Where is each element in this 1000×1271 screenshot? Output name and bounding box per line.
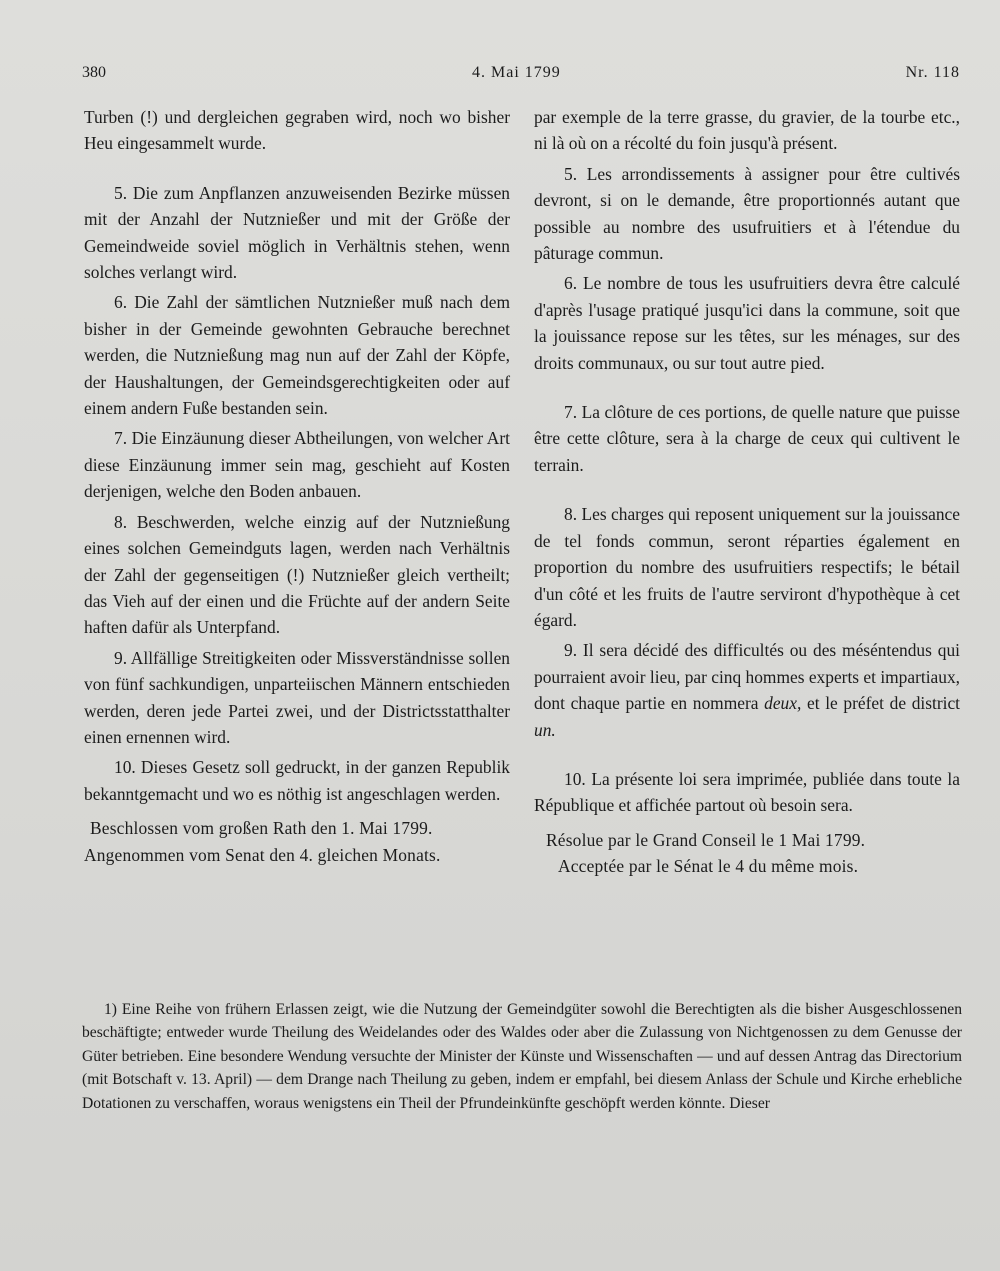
- german-intro: Turben (!) und dergleichen gegraben wird, noch wo bisher Heu eingesammelt wurde.: [84, 107, 510, 154]
- german-acceptance: Angenommen vom Senat den 4. gleichen Monats.: [84, 844, 441, 865]
- french-paragraph-9-part-b: et le préfet de district: [807, 693, 960, 714]
- german-paragraph-7: 7. Die Einzäunung dieser Abtheilungen, von welcher Art diese Einzäunung immer sein mag, geschieht auf Kosten derjenigen, welche den Boden anbauen.: [84, 428, 510, 502]
- page-header: [82, 64, 960, 88]
- french-paragraph-7: 7. La clôture de ces portions, de quelle nature que puisse être cette clôture, sera à la charge de ceux qui cultivent le terrain.: [534, 402, 960, 475]
- german-paragraph-5: 5. Die zum Anpflanzen anzuweisenden Bezirke müssen mit der Anzahl der Nutznießer und mit der Größe der Gemeindweide soviel möglich in Verhältnis stehen, wenn solches verlangt wird.: [84, 182, 510, 283]
- french-column: [534, 104, 960, 880]
- french-paragraph-5: 5. Les arrondissements à assigner pour être cultivés devront, si on le demande, être proportionnés autant que possible au nombre des usufruitiers et à l'étendue du pâturage commun.: [534, 163, 960, 264]
- footnote: [82, 998, 962, 1115]
- french-paragraph-8: 8. Les charges qui reposent uniquement sur la jouissance de tel fonds commun, seront réparties également en proportion du nombre des usufruitiers respectifs; le bétail d'un côté et les fruits de l'autre serviront d'hypothèque à cet égard.: [534, 504, 960, 630]
- german-paragraph-8: 8. Beschwerden, welche einzig auf der Nutznießung eines solchen Gemeindguts lagen, werden nach Verhältnis der Zahl der gegenseitigen (!) Nutznießer gleich vertheilt; das Vieh auf der einen und die Früchte auf der andern Seite haften dafür als Unterpfand.: [84, 511, 510, 638]
- french-paragraph-6: 6. Le nombre de tous les usufruitiers devra être calculé d'après l'usage pratiqué jusqu'ici dans la commune, soit que la jouissance repose sur les têtes, sur les ménages, sur des droits communaux, ou sur tout autre pied.: [534, 273, 960, 373]
- german-paragraph-10: 10. Dieses Gesetz soll gedruckt, in der ganzen Republik bekanntgemacht und wo es nöthig ist angeschlagen werden.: [84, 757, 510, 804]
- document-number: Nr. 118: [905, 64, 960, 81]
- french-paragraph-9-un: un.: [534, 719, 556, 740]
- french-paragraph-9-deux: deux,: [764, 693, 802, 714]
- german-resolution: Beschlossen vom großen Rath den 1. Mai 1799.: [90, 818, 433, 839]
- german-paragraph-6: 6. Die Zahl der sämtlichen Nutznießer muß nach dem bisher in der Gemeinde gewohnten Gebrauche berechnet werden, die Nutznießung mag nun auf der Zahl der Köpfe, der Haushaltungen, der Gemeindsgerechtigkeiten oder auf einem andern Fuße bestanden sein.: [84, 292, 510, 419]
- french-resolution: Résolue par le Grand Conseil le 1 Mai 1799.: [546, 829, 866, 850]
- header-date: 4. Mai 1799: [472, 64, 561, 81]
- french-intro: par exemple de la terre grasse, du gravier, de la tourbe etc., ni là où on a récolté du foin jusqu'à présent.: [534, 107, 960, 154]
- french-paragraph-9-part-a: 9. Il sera décidé des difficultés ou des méséntendus qui pourraient avoir lieu, par cinq hommes experts et impartiaux, dont chaque partie en nommera: [534, 640, 960, 714]
- german-column: [84, 104, 510, 868]
- french-paragraph-9: [534, 637, 960, 743]
- footnote-text: 1) Eine Reihe von frühern Erlassen zeigt, wie die Nutzung der Gemeindgüter sowohl die Berechtigten als die bisher Ausgeschlossenen beschäftigte; entweder wurde Theilung des Weidelandes oder des Waldes oder aber die Zulassung von Nichtgenossen zu dem Genusse der Güter betrieben. Eine besondere Wendung versuchte der Minister der Künste und Wissenschaften — und auf dessen Antrag das Directorium (mit Botschaft v. 13. April) — dem Drange nach Theilung zu geben, indem er empfahl, bei diesem Anlass der Schule und Kirche erhebliche Dotationen zu verschaffen, woraus wenigstens ein Theil der Pfrundeinkünfte geschöpft werden könnte. Dieser: [82, 1001, 962, 1112]
- column-divider: [523, 106, 524, 986]
- german-paragraph-9: 9. Allfällige Streitigkeiten oder Missverständnisse sollen von fünf sachkundigen, unparteiischen Männern entschieden werden, deren jede Partei zwei, und der Districtsstatthalter einen ernennen wird.: [84, 647, 510, 747]
- french-paragraph-10: 10. La présente loi sera imprimée, publiée dans toute la République et affichée partout où besoin sera.: [534, 768, 960, 816]
- french-acceptance: Acceptée par le Sénat le 4 du même mois.: [558, 856, 859, 877]
- page-number: 380: [82, 64, 106, 81]
